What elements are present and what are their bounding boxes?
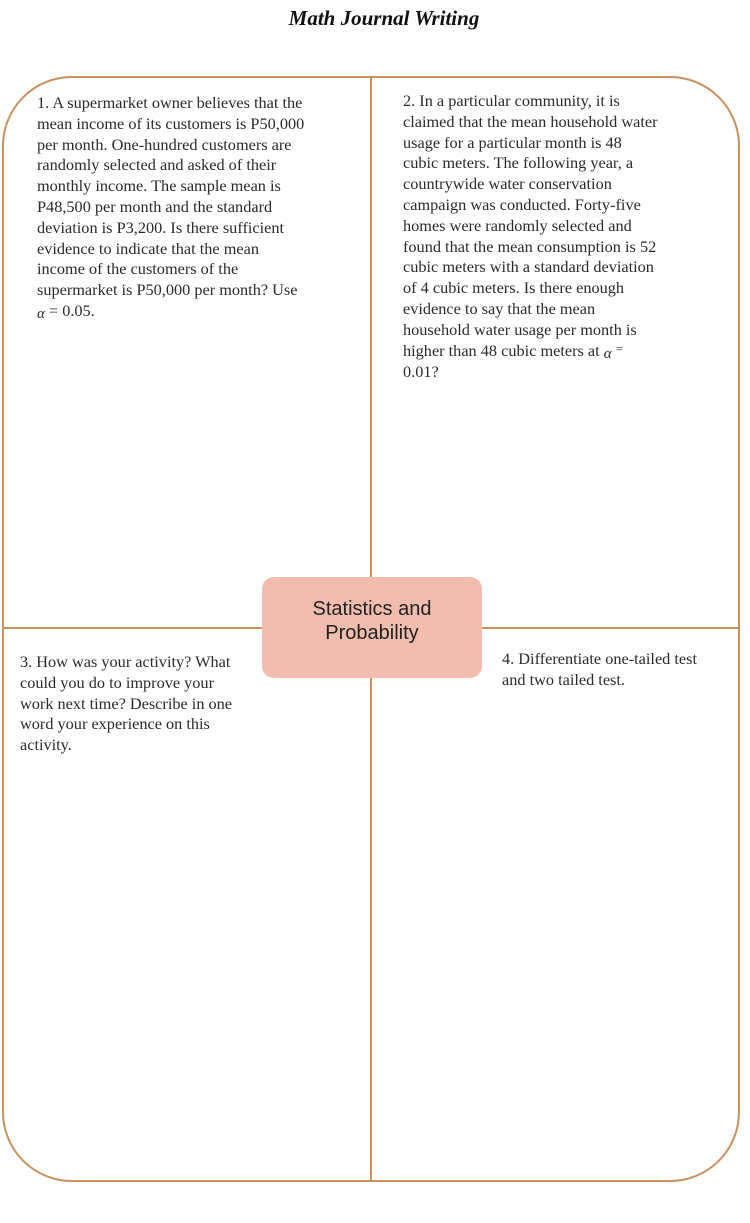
question-2-line: claimed that the mean household water	[403, 111, 658, 131]
center-topic-box	[262, 577, 482, 678]
question-2-line: usage for a particular month is 48	[403, 132, 622, 152]
question-2-line: household water usage per month is	[403, 319, 637, 339]
question-2-line: found that the mean consumption is 52	[403, 236, 657, 256]
question-3-line: work next time? Describe in one	[20, 693, 233, 713]
question-2-line: countrywide water conservation	[403, 174, 612, 194]
question-2-line: cubic meters. The following year, a	[403, 153, 634, 173]
question-3-line: could you do to improve your	[20, 672, 214, 692]
alpha-value: = 0.05.	[48, 300, 95, 320]
center-topic-line-2: Probability	[325, 622, 419, 644]
question-3-line: word your experience on this	[20, 714, 210, 734]
question-1-line: supermarket is P50,000 per month? Use	[37, 280, 298, 300]
question-1-alpha-line	[37, 301, 347, 323]
question-1-line: P48,500 per month and the standard	[37, 196, 273, 216]
question-4-line: and two tailed test.	[502, 669, 625, 689]
alpha-symbol: α	[603, 345, 612, 362]
question-2	[403, 91, 703, 383]
question-1-line: income of the customers of the	[37, 259, 239, 279]
question-1-line: randomly selected and asked of their	[37, 155, 277, 175]
question-2-final: 0.01?	[403, 362, 439, 382]
question-3-line: activity.	[20, 735, 72, 755]
question-2-line: campaign was conducted. Forty-five	[403, 194, 641, 214]
question-1-line: monthly income. The sample mean is	[37, 176, 281, 196]
question-1-line: per month. One-hundred customers are	[37, 134, 292, 154]
question-2-alpha-line	[403, 341, 703, 363]
question-1-line: 1. A supermarket owner believes that the	[37, 93, 303, 112]
question-2-last-line-prefix: higher than 48 cubic meters at	[403, 340, 600, 360]
question-3-line: 3. How was your activity? What	[20, 652, 231, 671]
center-topic-line-1: Statistics and	[312, 598, 432, 620]
page-title: Math Journal Writing	[288, 6, 480, 30]
question-1-line: evidence to indicate that the mean	[37, 238, 259, 258]
question-2-line: evidence to say that the mean	[403, 298, 596, 318]
question-1-line: deviation is P3,200. Is there sufficient	[37, 217, 285, 237]
question-2-line: of 4 cubic meters. Is there enough	[403, 278, 625, 298]
question-1-line: mean income of its customers is P50,000	[37, 113, 305, 133]
question-1	[37, 93, 347, 323]
question-3	[20, 652, 270, 756]
question-4	[502, 649, 732, 691]
question-4-line: 4. Differentiate one-tailed test	[502, 649, 697, 668]
question-2-line: 2. In a particular community, it is	[403, 91, 620, 110]
equals-sign: =	[615, 340, 624, 356]
question-2-line: cubic meters with a standard deviation	[403, 257, 654, 277]
question-2-line: homes were randomly selected and	[403, 215, 632, 235]
alpha-symbol: α	[37, 305, 45, 322]
